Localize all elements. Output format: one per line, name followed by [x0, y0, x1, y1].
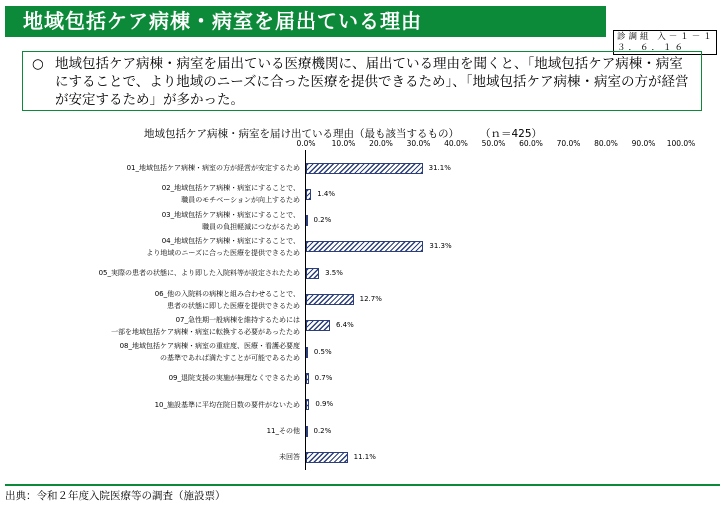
category-label-line: 患者の状態に即した医療を提供できるため	[167, 301, 300, 310]
bar	[306, 294, 354, 305]
bar	[306, 241, 423, 252]
category-label	[155, 399, 300, 411]
category-label-line: 11_その他	[266, 427, 300, 435]
x-tick-label: 90.0%	[631, 139, 656, 148]
data-label: 3.5%	[325, 268, 343, 277]
category-label	[162, 209, 300, 233]
category-label	[111, 314, 300, 338]
data-label: 0.5%	[313, 347, 332, 356]
category-label-line: の基準であれば満たすことが可能であるため	[160, 354, 300, 363]
x-tick-label: 40.0%	[444, 139, 468, 148]
page-title: 地域包括ケア病棟・病室を届出ている理由	[5, 6, 606, 37]
category-label-line: 02_地域包括ケア病棟・病室にすることで、	[161, 184, 300, 193]
category-label-line: 07_急性期一般病棟を維持するためには	[175, 315, 300, 324]
data-label: 12.7%	[359, 295, 382, 303]
category-label-line: 01_地域包括ケア病棟・病室の方が経営が安定するため	[126, 164, 300, 172]
bar	[306, 426, 308, 437]
x-tick-label: 30.0%	[406, 139, 431, 148]
data-label: 31.1%	[428, 163, 451, 172]
x-tick-label: 20.0%	[369, 139, 393, 148]
bar	[306, 399, 309, 410]
category-label-line: 03_地域包括ケア病棟・病室にすることで、	[161, 210, 300, 219]
x-tick-label: 10.0%	[331, 139, 356, 148]
category-label-line: 05_実際の患者の状態に、より即した入院料等が設定されたため	[98, 269, 300, 278]
category-label-line: 08_地域包括ケア病棟・病室の重症度、医療・看護必要度	[119, 342, 300, 351]
category-label-line: 09_退院支援の実施が無理なくできるため	[168, 374, 300, 383]
bar	[306, 189, 311, 200]
category-label-line: 未回答	[279, 453, 300, 462]
category-label	[279, 451, 300, 463]
data-label: 0.2%	[313, 426, 332, 435]
bar	[306, 320, 330, 331]
x-tick-label: 80.0%	[594, 139, 618, 148]
summary-box	[22, 51, 702, 111]
circle-bullet-icon: ○	[32, 56, 44, 72]
x-tick-label: 60.0%	[519, 139, 543, 148]
bar	[306, 215, 308, 226]
data-label: 11.1%	[353, 452, 376, 461]
category-label	[162, 182, 300, 206]
x-tick-label: 70.0%	[556, 139, 581, 148]
category-label	[120, 340, 300, 364]
data-label: 0.7%	[314, 373, 333, 382]
chart-title: 地域包括ケア病棟・病室を届け出ている理由（最も該当するもの）	[144, 128, 459, 140]
category-label	[267, 425, 300, 437]
bar	[306, 163, 423, 174]
x-tick-label: 0.0%	[296, 139, 316, 148]
x-tick-label: 100.0%	[666, 139, 696, 148]
category-label-line: 職員の負担軽減につながるため	[202, 222, 300, 231]
category-label-line: 10_施設基準に平均在院日数の要件がないため	[154, 400, 300, 409]
category-label	[155, 288, 300, 312]
category-label-line: より地域のニーズに合った医療を提供できるため	[146, 248, 300, 257]
category-label-line: 04_地域包括ケア病棟・病室にすることで、	[161, 236, 300, 245]
data-label: 0.2%	[313, 216, 332, 225]
source-note: 出典：令和２年度入院医療等の調査（施設票）	[5, 484, 720, 503]
category-label-line: 一部を地域包括ケア病棟・病室に転換する必要があったため	[111, 327, 300, 336]
document-id-line1: 診調組 入－１－１	[617, 32, 715, 42]
bar	[306, 373, 309, 384]
category-label	[127, 162, 300, 174]
category-label	[99, 267, 300, 279]
category-label	[169, 372, 300, 384]
bar	[306, 268, 319, 279]
summary-text: 地域包括ケア病棟・病室を届出ている医療機関に、届出ている理由を聞くと、「地域包括ケア病棟・病室にすることで、より地域のニーズに合った医療を提供できるため」、「地域包括ケア病棟・病室の方が経営が安定するため」が多かった。	[55, 56, 689, 108]
bar	[306, 347, 308, 358]
data-label: 31.3%	[429, 242, 452, 251]
document-id-line2: ３．６．１６	[617, 43, 687, 53]
data-label: 0.9%	[315, 400, 334, 409]
category-label-line: 職員のモチベーションが向上するため	[181, 196, 300, 205]
category-label	[146, 235, 300, 259]
category-label-line: 06_他の入院料の病棟と組み合わせることで、	[154, 289, 300, 298]
bar	[306, 452, 348, 463]
data-label: 1.4%	[317, 189, 336, 198]
data-label: 6.4%	[336, 321, 354, 330]
chart-sample-size: （ｎ＝425）	[480, 128, 543, 140]
x-tick-label: 50.0%	[481, 139, 506, 148]
